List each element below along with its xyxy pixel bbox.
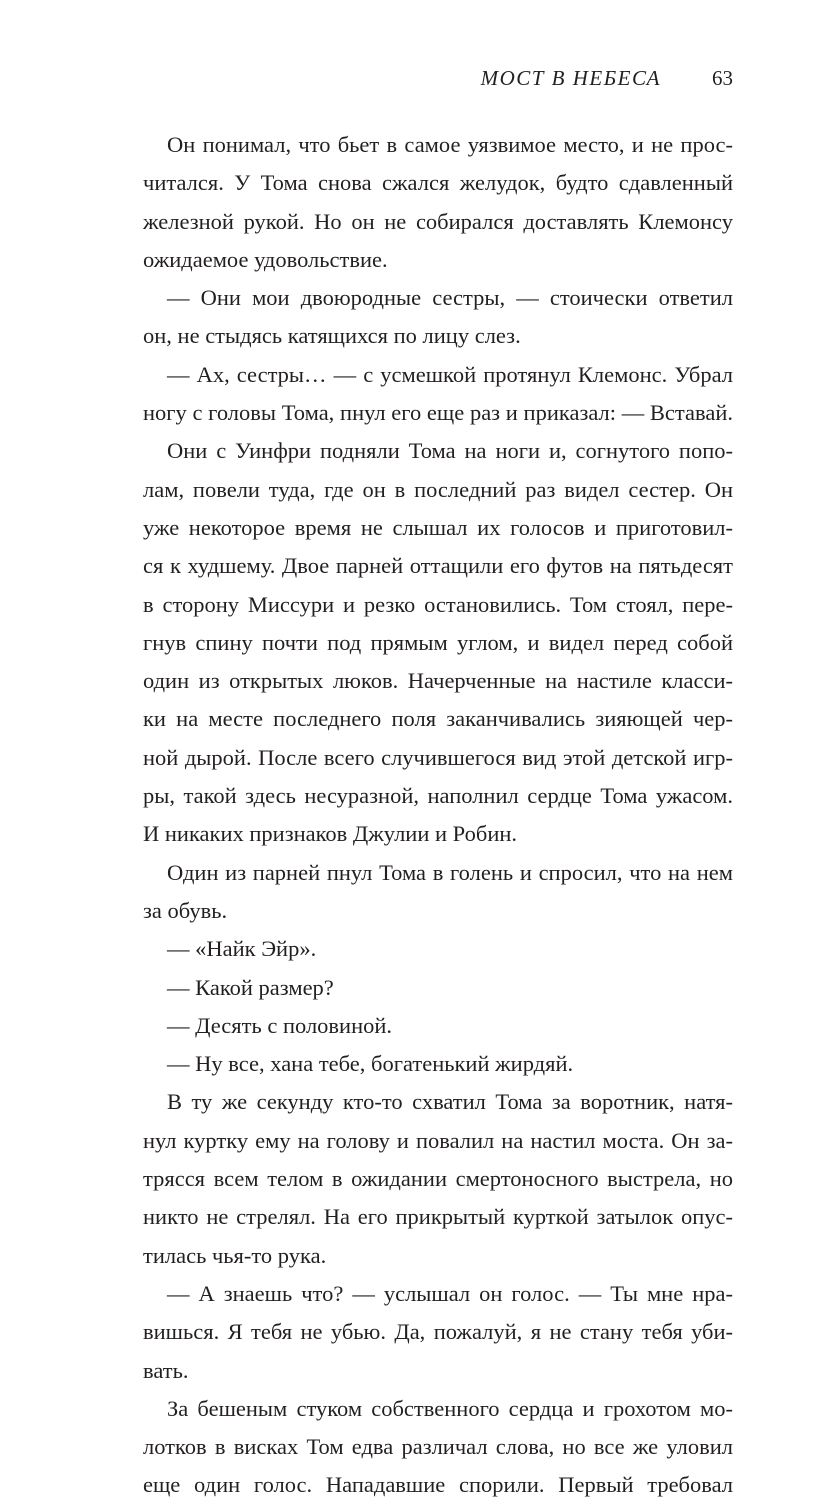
text-line: — «Найк Эйр». xyxy=(167,936,317,962)
text-line: За бешеным стуком собственного сердца и грохотом мо- xyxy=(167,1395,733,1421)
text-line: ожидаемое удовольствие. xyxy=(143,246,388,272)
text-line: ки на месте последнего поля заканчивались зияющей чер- xyxy=(143,706,733,732)
text-line: тилась чья-то рука. xyxy=(143,1242,327,1268)
book-title: МОСТ В НЕБЕСА xyxy=(480,66,661,90)
text-line: гнув спину почти под прямым углом, и видел перед собой xyxy=(143,629,733,655)
text-line: — Десять с половиной. xyxy=(167,1012,393,1038)
text-line: читался. У Тома снова сжался желудок, будто сдавленный xyxy=(143,170,733,196)
text-line: вать. xyxy=(143,1357,189,1383)
text-line: ся к худшему. Двое парней оттащили его футов на пятьдесят xyxy=(143,553,733,579)
text-line: лам, повели туда, где он в последний раз видел сестер. Он xyxy=(143,476,733,502)
text-line: ногу с головы Тома, пнул его еще раз и приказал: — Вставай. xyxy=(143,400,733,426)
text-line: Они с Уинфри подняли Тома на ноги и, согнутого попо- xyxy=(167,438,733,464)
text-line: ры, такой здесь несуразной, наполнил сердце Тома ужасом. xyxy=(143,783,733,809)
text-line: еще один голос. Нападавшие спорили. Первый требовал xyxy=(143,1472,733,1498)
text-line: лотков в висках Том едва различал слова, но все же уловил xyxy=(143,1434,733,1460)
text-line: — А знаешь что? — услышал он голос. — Ты мне нра- xyxy=(167,1280,733,1306)
text-line: — Какой размер? xyxy=(167,974,334,1000)
text-line: в сторону Миссури и резко остановились. Том стоял, пере- xyxy=(143,591,733,617)
text-line: трясся всем телом в ожидании смертоносного выстрела, но xyxy=(143,1166,733,1192)
text-line: — Ну все, хана тебе, богатенький жирдяй. xyxy=(167,1051,574,1077)
text-line: уже некоторое время не слышал их голосов и приготовил- xyxy=(143,514,733,540)
text-line: за обувь. xyxy=(143,897,228,923)
text-line: — Ах, сестры… — с усмешкой протянул Клемонс. Убрал xyxy=(167,361,733,387)
body-text xyxy=(143,126,733,1505)
running-head xyxy=(120,66,733,100)
text-line: В ту же секунду кто-то схватил Тома за воротник, натя- xyxy=(167,1089,733,1115)
text-line: один из открытых люков. Начерченные на настиле класси- xyxy=(143,668,733,694)
text-line: никто не стрелял. На его прикрытый курткой затылок опус- xyxy=(143,1204,733,1230)
text-line: — Они мои двоюродные сестры, — стоически ответил xyxy=(167,285,733,311)
text-line: вишься. Я тебя не убью. Да, пожалуй, я не стану тебя уби- xyxy=(143,1319,733,1345)
page-number: 63 xyxy=(712,66,733,90)
text-line: нул куртку ему на голову и повалил на настил моста. Он за- xyxy=(143,1127,733,1153)
text-line: Один из парней пнул Тома в голень и спросил, что на нем xyxy=(167,859,733,885)
text-line: ной дырой. После всего случившегося вид этой детской игр- xyxy=(143,744,733,770)
text-line: Он понимал, что бьет в самое уязвимое место, и не прос- xyxy=(167,132,733,157)
text-line: он, не стыдясь катящихся по лицу слез. xyxy=(143,323,521,349)
text-line: железной рукой. Но он не собирался доставлять Клемонсу xyxy=(143,208,733,234)
text-line: И никаких признаков Джулии и Робин. xyxy=(143,821,518,847)
